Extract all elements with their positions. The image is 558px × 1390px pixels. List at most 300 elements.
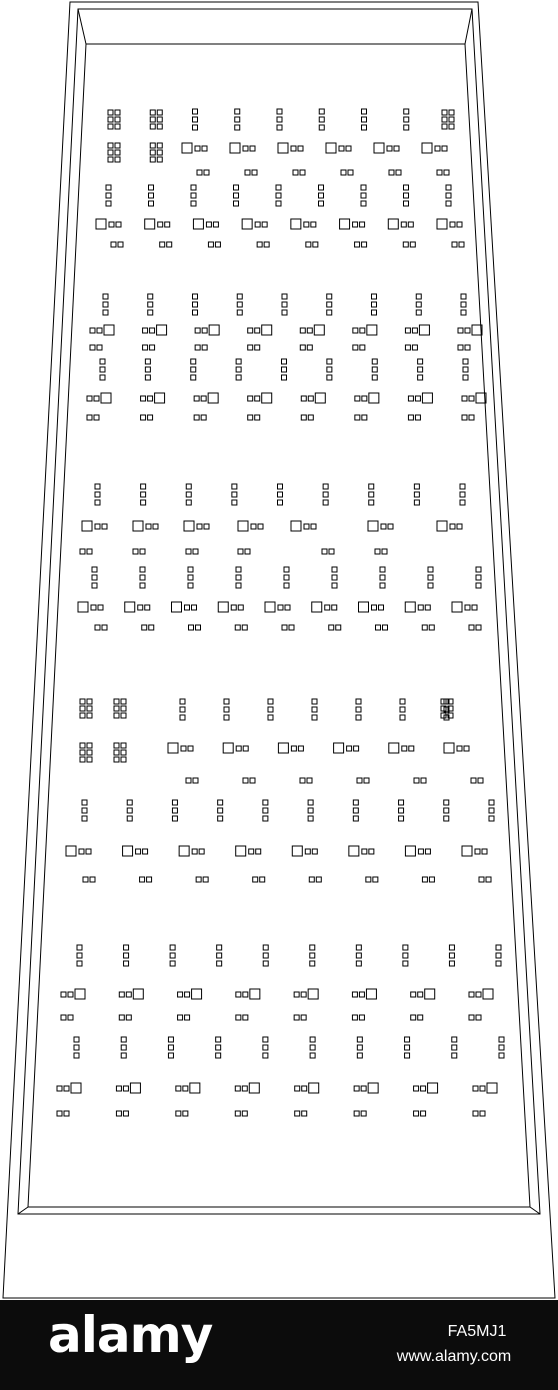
s4-label-small [471,778,476,783]
s5-label-small [119,1015,124,1020]
s2-pair-small [195,328,200,333]
s4-pair-small [86,849,91,854]
s4-stack-dot [489,816,494,821]
s5-pair-small [302,1086,307,1091]
s1-pair-small [298,146,303,151]
s5-stack-dot [121,1037,126,1042]
s1-stack-dot [404,193,409,198]
s2-pair-small [248,396,253,401]
s2-stack-dot [145,375,150,380]
s5-label-small [361,1111,366,1116]
s1-stack-dot [277,125,282,130]
s1-block-cell [449,117,454,122]
s4-pair-big [236,846,246,856]
s2-label-small [87,415,92,420]
s1-stack-dot [106,193,111,198]
s1-pair-big [340,219,350,229]
s3-stack-dot [236,567,241,572]
s3-stack-dot [380,583,385,588]
s5-stack-dot [168,1037,173,1042]
s3-pair-big [238,521,248,531]
s5-label-small [57,1111,62,1116]
s1-pair-small [435,146,440,151]
s5-label-small [126,1015,131,1020]
s3-pair-small [381,524,386,529]
s5-stack-dot [217,961,222,966]
s4-label-small [196,877,201,882]
site-url: www.alamy.com [396,1348,512,1365]
s5-stack-dot [496,945,501,950]
s4-pair-big [179,846,189,856]
s4-block-cell [114,699,119,704]
s4-pair-small [236,746,241,751]
s2-stack-dot [100,359,105,364]
s3-stack-dot [236,575,241,580]
s4-pair-big [462,846,472,856]
s2-pair-small [97,328,102,333]
s4-block-cell [87,757,92,762]
s5-stack-dot [74,1045,79,1050]
s5-label-small [185,1015,190,1020]
s2-pair-big [101,393,111,403]
s1-block-cell [442,110,447,115]
s2-pair-small [415,396,420,401]
s4-stack-dot [263,808,268,813]
s1-stack-dot [106,185,111,190]
s4-pair-small [409,746,414,751]
s2-label-small [255,345,260,350]
s4-stack-dot [127,800,132,805]
s1-pair-small [353,222,358,227]
s5-pair-big [428,1083,438,1093]
s5-label-small [123,1111,128,1116]
s2-label-small [465,345,470,350]
s3-pair-small [457,524,462,529]
image-id: FA5MJ1 [447,1323,507,1340]
s3-stack-dot [369,500,374,505]
s1-block-cell [115,117,120,122]
s1-stack-dot [276,201,281,206]
s1-pair-big [193,219,203,229]
s1-pair-big [422,143,432,153]
s3-pair-big [184,521,194,531]
s2-stack-dot [463,359,468,364]
s5-label-small [242,1111,247,1116]
s5-stack-dot [263,953,268,958]
s5-stack-dot [121,1045,126,1050]
s5-stack-dot [168,1045,173,1050]
s5-pair-small [235,1086,240,1091]
s1-label-small [167,242,172,247]
s4-label-small [83,877,88,882]
s1-pair-small [394,146,399,151]
s5-pair-big [425,989,435,999]
s2-pair-small [194,396,199,401]
s4-block-cell [121,757,126,762]
s3-stack-dot [332,583,337,588]
s3-label-small [329,625,334,630]
s5-stack-dot [403,953,408,958]
s4-pair-small [464,746,469,751]
s5-pair-small [469,992,474,997]
s1-stack-dot [319,117,324,122]
s5-stack-dot [405,1053,410,1058]
s1-block-cell [449,110,454,115]
s5-pair-small [68,992,73,997]
s5-pair-small [236,992,241,997]
s3-stack-dot [95,492,100,497]
s2-label-small [412,345,417,350]
s4-pair-big [278,743,288,753]
s1-block-cell [157,110,162,115]
s4-block-cell [80,750,85,755]
s2-label-small [469,415,474,420]
s2-label-small [248,345,253,350]
s3-stack-dot [460,500,465,505]
s4-pair-small [475,849,480,854]
s1-label-small [204,170,209,175]
s2-stack-dot [372,367,377,372]
s1-block-cell [150,110,155,115]
s4-label-small [260,877,265,882]
s1-block-cell [157,143,162,148]
s3-pair-small [332,605,337,610]
s2-stack-dot [282,294,287,299]
s3-pair-small [372,605,377,610]
s5-pair-small [123,1086,128,1091]
s4-block-cell [121,699,126,704]
s2-label-small [141,415,146,420]
s1-pair-big [182,143,192,153]
s4-pair-big [168,743,178,753]
bottom-bevel-left [18,1207,28,1214]
top-bevel-left [78,9,86,44]
s5-pair-small [361,1086,366,1091]
s1-label-small [444,170,449,175]
s2-label-small [150,345,155,350]
s5-label-small [476,1015,481,1020]
s3-stack-dot [140,575,145,580]
s2-stack-dot [418,359,423,364]
s1-label-small [313,242,318,247]
s2-stack-dot [148,310,153,315]
s3-label-small [189,625,194,630]
s1-pair-small [339,146,344,151]
s3-pair-big [405,602,415,612]
s4-block-cell [80,757,85,762]
s4-block-cell [87,713,92,718]
s5-stack-dot [121,1053,126,1058]
s4-block-cell [80,706,85,711]
s2-stack-dot [282,302,287,307]
s5-pair-big [133,989,143,999]
s5-stack-dot [356,945,361,950]
s2-label-small [355,415,360,420]
s3-pair-big [437,521,447,531]
s4-stack-dot [180,699,185,704]
s2-stack-dot [145,367,150,372]
s5-pair-big [130,1083,140,1093]
s5-label-small [116,1111,121,1116]
s4-pair-big [444,743,454,753]
s5-pair-small [57,1086,62,1091]
s2-stack-dot [416,302,421,307]
s2-pair-big [208,393,218,403]
s3-stack-dot [186,484,191,489]
s2-label-small [353,345,358,350]
s4-pair-small [418,849,423,854]
s4-label-small [429,877,434,882]
s2-label-small [97,345,102,350]
s4-label-small [203,877,208,882]
s4-stack-dot [172,808,177,813]
s3-pair-small [418,605,423,610]
s1-stack-dot [362,125,367,130]
s1-stack-dot [404,201,409,206]
s1-stack-dot [193,117,198,122]
s4-stack-dot [268,707,273,712]
s4-pair-small [79,849,84,854]
s1-label-small [215,242,220,247]
s5-stack-dot [356,961,361,966]
s1-stack-dot [362,117,367,122]
s3-pair-small [379,605,384,610]
s5-pair-big [192,989,202,999]
s2-stack-dot [461,310,466,315]
s4-stack-dot [312,699,317,704]
s3-label-small [282,625,287,630]
s4-label-small [300,778,305,783]
s4-label-small [366,877,371,882]
s3-stack-dot [428,575,433,580]
s5-pair-small [178,992,183,997]
s5-stack-dot [357,1045,362,1050]
s4-pair-big [66,846,76,856]
s2-stack-dot [282,367,287,372]
s1-pair-small [243,146,248,151]
s5-stack-dot [310,1053,315,1058]
s3-pair-small [251,524,256,529]
s3-stack-dot [141,484,146,489]
s4-stack-dot [308,808,313,813]
s1-block-cell [115,143,120,148]
s2-label-small [405,345,410,350]
s1-stack-dot [319,125,324,130]
s3-pair-small [450,524,455,529]
s5-stack-dot [452,1045,457,1050]
s5-pair-small [64,1086,69,1091]
s4-block-cell [114,750,119,755]
s1-label-small [306,242,311,247]
s3-pair-big [172,602,182,612]
s5-stack-dot [452,1053,457,1058]
s2-pair-big [314,325,324,335]
s4-pair-small [243,746,248,751]
s5-pair-big [250,989,260,999]
s5-pair-small [183,1086,188,1091]
s2-stack-dot [236,359,241,364]
s3-stack-dot [323,492,328,497]
s1-block-cell [157,157,162,162]
s3-stack-dot [95,484,100,489]
s4-pair-small [298,746,303,751]
s2-stack-dot [103,310,108,315]
s3-pair-small [197,524,202,529]
s4-stack-dot [444,808,449,813]
s2-stack-dot [191,375,196,380]
s2-stack-dot [463,375,468,380]
s3-label-small [376,625,381,630]
s5-stack-dot [496,953,501,958]
s3-label-small [186,549,191,554]
s4-stack-dot [356,699,361,704]
s2-stack-dot [327,359,332,364]
s1-block-cell [108,117,113,122]
s4-label-small [253,877,258,882]
s4-block-cell [114,757,119,762]
s1-stack-dot [235,125,240,130]
s5-stack-dot [263,945,268,950]
s1-block-cell [150,124,155,129]
s3-stack-dot [140,583,145,588]
s4-block-cell [121,706,126,711]
s5-pair-small [418,992,423,997]
s3-label-small [245,549,250,554]
s4-pair-small [402,746,407,751]
s1-block-cell [108,157,113,162]
s4-pair-small [249,849,254,854]
s3-pair-small [185,605,190,610]
s1-stack-dot [319,201,324,206]
s3-label-small [322,549,327,554]
s1-pair-small [457,222,462,227]
s2-stack-dot [327,310,332,315]
s5-pair-big [190,1083,200,1093]
s4-pair-small [369,849,374,854]
switch-grid [57,109,504,1116]
s2-stack-dot [236,367,241,372]
s5-pair-small [411,992,416,997]
s5-pair-big [309,1083,319,1093]
s4-pair-small [457,746,462,751]
s5-stack-dot [405,1037,410,1042]
s3-label-small [149,625,154,630]
s4-stack-dot [353,808,358,813]
s1-pair-small [195,146,200,151]
s1-pair-big [437,219,447,229]
s2-stack-dot [418,375,423,380]
s2-pair-small [90,328,95,333]
s4-stack-dot [312,707,317,712]
s2-stack-dot [148,302,153,307]
s5-stack-dot [170,961,175,966]
s1-stack-dot [191,201,196,206]
s3-stack-dot [369,492,374,497]
s3-label-small [133,549,138,554]
s1-stack-dot [193,125,198,130]
s3-stack-dot [278,484,283,489]
s3-stack-dot [92,583,97,588]
s1-label-small [293,170,298,175]
s1-pair-big [230,143,240,153]
s2-pair-big [209,325,219,335]
s2-pair-small [87,396,92,401]
s5-pair-big [71,1083,81,1093]
s2-stack-dot [236,375,241,380]
s1-stack-dot [191,185,196,190]
top-bevel-right [465,9,472,44]
s3-label-small [382,549,387,554]
s5-label-small [302,1111,307,1116]
s4-stack-dot [268,699,273,704]
s4-block-cell [80,713,85,718]
s4-stack-dot [353,816,358,821]
s5-label-small [236,1015,241,1020]
s5-pair-small [294,992,299,997]
s2-label-small [362,415,367,420]
s4-label-small [357,778,362,783]
s5-stack-dot [449,953,454,958]
s4-label-small [250,778,255,783]
s1-pair-big [374,143,384,153]
s4-pair-big [292,846,302,856]
s2-label-small [90,345,95,350]
s5-label-small [359,1015,364,1020]
s2-stack-dot [372,359,377,364]
s3-stack-dot [332,567,337,572]
s3-stack-dot [323,484,328,489]
s3-stack-dot [428,567,433,572]
s1-stack-dot [361,201,366,206]
s4-pair-small [312,849,317,854]
s4-label-small [243,778,248,783]
s2-stack-dot [100,367,105,372]
s1-pair-big [242,219,252,229]
s1-block-cell [442,124,447,129]
s4-block-cell [87,706,92,711]
s5-stack-dot [74,1037,79,1042]
s3-pair-small [278,605,283,610]
s3-pair-big [312,602,322,612]
s3-pair-big [125,602,135,612]
s5-pair-small [352,992,357,997]
s1-block-cell [115,124,120,129]
s3-stack-dot [460,492,465,497]
s3-stack-dot [414,500,419,505]
s4-label-small [422,877,427,882]
s4-block-cell [80,743,85,748]
s2-pair-small [148,396,153,401]
s3-stack-dot [232,484,237,489]
s3-pair-small [311,524,316,529]
s1-block-cell [150,157,155,162]
s2-stack-dot [327,302,332,307]
s2-pair-big [104,325,114,335]
s1-stack-dot [446,193,451,198]
s3-label-small [142,625,147,630]
s4-pair-small [199,849,204,854]
s4-label-small [421,778,426,783]
s5-stack-dot [217,953,222,958]
s2-stack-dot [237,302,242,307]
s1-label-small [257,242,262,247]
s5-pair-small [119,992,124,997]
s2-stack-dot [416,294,421,299]
s1-block-cell [108,124,113,129]
s2-pair-small [255,396,260,401]
s4-stack-dot [399,816,404,821]
s1-block-cell [449,124,454,129]
